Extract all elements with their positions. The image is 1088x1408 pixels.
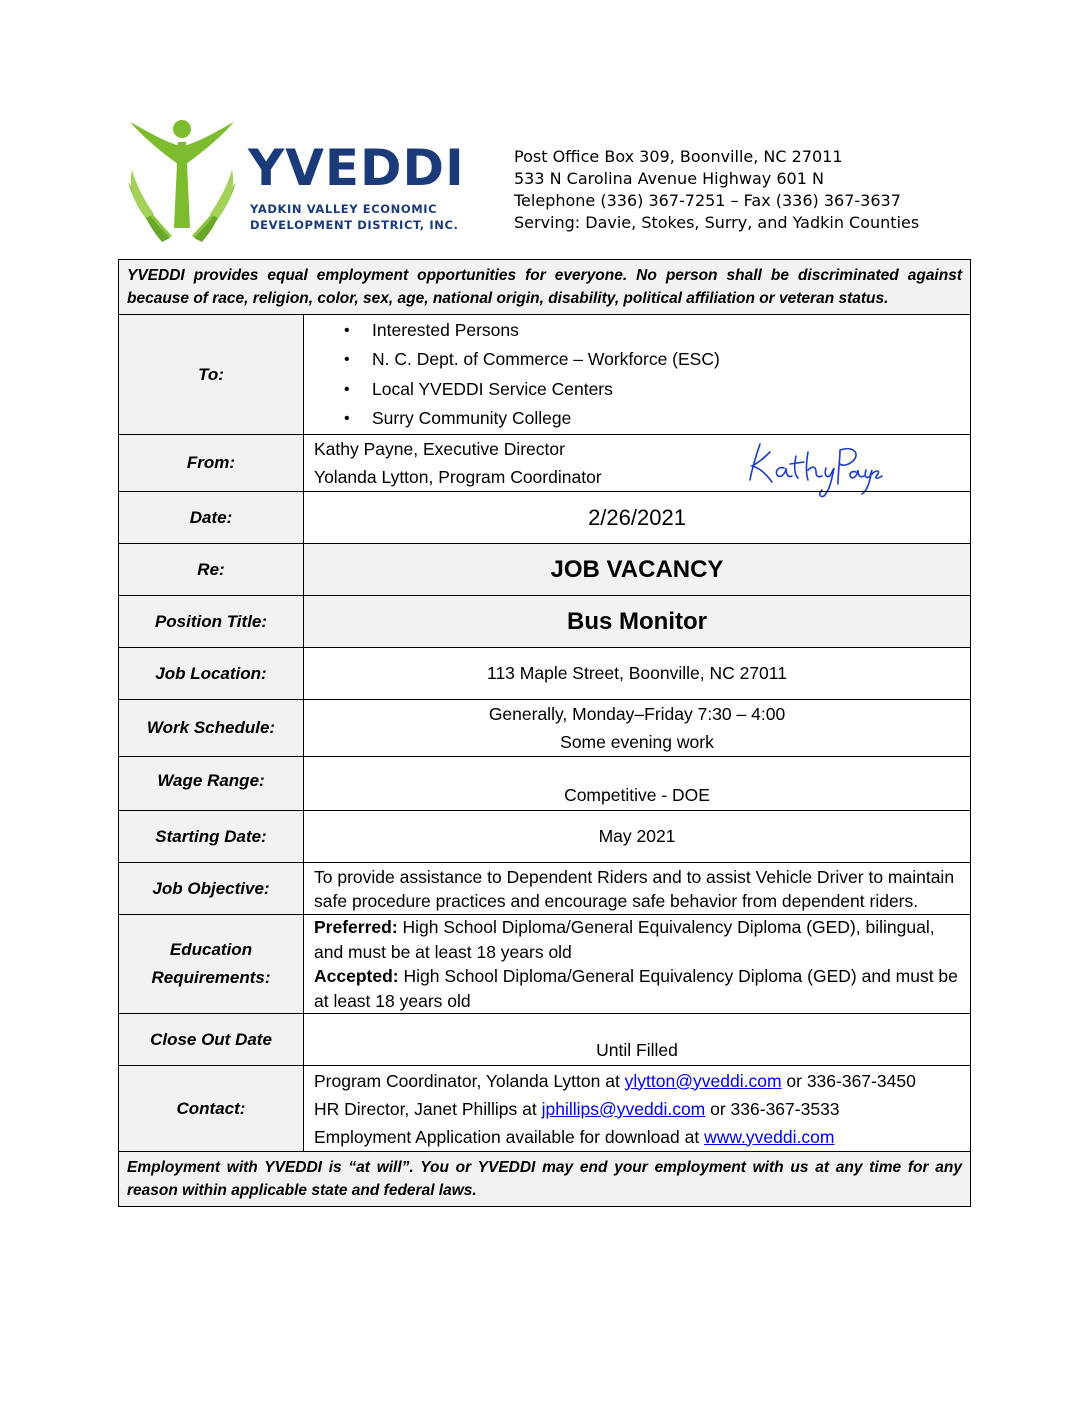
wage-range-label: Wage Range: xyxy=(119,757,304,811)
address-block xyxy=(514,146,919,234)
email-link-ylytton[interactable]: ylytton@yveddi.com xyxy=(624,1070,782,1091)
education-label xyxy=(119,915,304,1014)
logo-wordmark: YVEDDI xyxy=(248,139,465,197)
from-line: Kathy Payne, Executive Director xyxy=(314,439,565,459)
close-out-date-value: Until Filled xyxy=(304,1014,971,1066)
recipient-item: • N. C. Dept. of Commerce – Workforce (ESC) xyxy=(372,345,960,375)
objective-line: safe procedure practices and encourage safe behavior from dependent riders. xyxy=(314,890,919,911)
schedule-line: Some evening work xyxy=(560,732,714,752)
job-location-value: 113 Maple Street, Boonville, NC 27011 xyxy=(304,648,971,700)
contact-text: HR Director, Janet Phillips at xyxy=(314,1098,542,1119)
education-preferred xyxy=(314,915,960,964)
contact-label: Contact: xyxy=(119,1066,304,1152)
recipient-item: • Surry Community College xyxy=(372,404,960,434)
logo-figure-icon xyxy=(124,118,248,244)
address-line: Serving: Davie, Stokes, Surry, and Yadkin Counties xyxy=(514,213,920,232)
address-line: 533 N Carolina Avenue Highway 601 N xyxy=(514,169,824,188)
education-label-line1: Education xyxy=(169,940,253,959)
close-out-date-label: Close Out Date xyxy=(119,1014,304,1066)
position-title-label: Position Title: xyxy=(119,596,304,648)
schedule-line: Generally, Monday–Friday 7:30 – 4:00 xyxy=(488,704,786,724)
email-link-jphillips[interactable]: jphillips@yveddi.com xyxy=(541,1098,706,1119)
eeo-notice xyxy=(119,260,971,315)
work-schedule-label: Work Schedule: xyxy=(119,700,304,757)
at-will-notice xyxy=(119,1152,971,1207)
date-label: Date: xyxy=(119,492,304,544)
contact-phone: or 336-367-3533 xyxy=(705,1098,840,1119)
from-value xyxy=(304,435,971,492)
recipient-item: • Local YVEDDI Service Centers xyxy=(372,375,960,405)
job-location-label: Job Location: xyxy=(119,648,304,700)
address-line: Telephone (336) 367-7251 – Fax (336) 367-3637 xyxy=(514,191,901,210)
contact-line xyxy=(314,1095,960,1123)
website-link[interactable]: www.yveddi.com xyxy=(704,1126,835,1147)
re-value: JOB VACANCY xyxy=(304,544,971,596)
job-objective-label: Job Objective: xyxy=(119,863,304,915)
contact-text: Employment Application available for download at xyxy=(314,1126,705,1147)
work-schedule-value xyxy=(304,700,971,757)
to-label: To: xyxy=(119,315,304,435)
contact-line xyxy=(314,1123,960,1151)
contact-phone: or 336-367-3450 xyxy=(781,1070,916,1091)
date-value: 2/26/2021 xyxy=(304,492,971,544)
preferred-label: Preferred: xyxy=(314,917,398,937)
wage-range-value: Competitive - DOE xyxy=(304,757,971,811)
eeo-notice-line1: YVEDDI provides equal employment opportunities for everyone. No person shall be discriminated against xyxy=(127,267,962,284)
logo-subtitle-line1: YADKIN VALLEY ECONOMIC xyxy=(250,202,438,216)
education-accepted xyxy=(314,964,960,1013)
from-label: From: xyxy=(119,435,304,492)
objective-line: To provide assistance to Dependent Riders and to assist Vehicle Driver to maintain xyxy=(314,866,955,887)
job-vacancy-table xyxy=(118,259,971,1207)
education-value xyxy=(304,915,971,1014)
contact-value xyxy=(304,1066,971,1152)
education-label-line2: Requirements: xyxy=(151,968,271,987)
contact-line xyxy=(314,1067,960,1095)
position-title-value: Bus Monitor xyxy=(304,596,971,648)
to-recipients xyxy=(304,315,971,435)
starting-date-value: May 2021 xyxy=(304,811,971,863)
starting-date-label: Starting Date: xyxy=(119,811,304,863)
at-will-notice-line1: Employment with YVEDDI is “at will”. You or YVEDDI may end your employment with us at any time for any xyxy=(127,1159,962,1176)
eeo-notice-line2: because of race, religion, color, sex, age, national origin, disability, political affiliation or veteran status. xyxy=(127,290,889,307)
preferred-text: High School Diploma/General Equivalency Diploma (GED), bilingual, and must be at least 18 years old xyxy=(314,917,935,962)
accepted-text: High School Diploma/General Equivalency Diploma (GED) and must be at least 18 years old xyxy=(314,966,958,1011)
job-objective-value xyxy=(304,863,971,915)
yveddi-logo xyxy=(124,118,465,244)
address-line: Post Office Box 309, Boonville, NC 27011 xyxy=(514,147,843,166)
contact-text: Program Coordinator, Yolanda Lytton at xyxy=(314,1070,625,1091)
recipient-item: • Interested Persons xyxy=(372,316,960,346)
at-will-notice-line2: reason within applicable state and federal laws. xyxy=(127,1182,477,1199)
accepted-label: Accepted: xyxy=(314,966,399,986)
from-line: Yolanda Lytton, Program Coordinator xyxy=(314,467,602,487)
re-label: Re: xyxy=(119,544,304,596)
logo-subtitle-line2: DEVELOPMENT DISTRICT, INC. xyxy=(250,218,459,232)
